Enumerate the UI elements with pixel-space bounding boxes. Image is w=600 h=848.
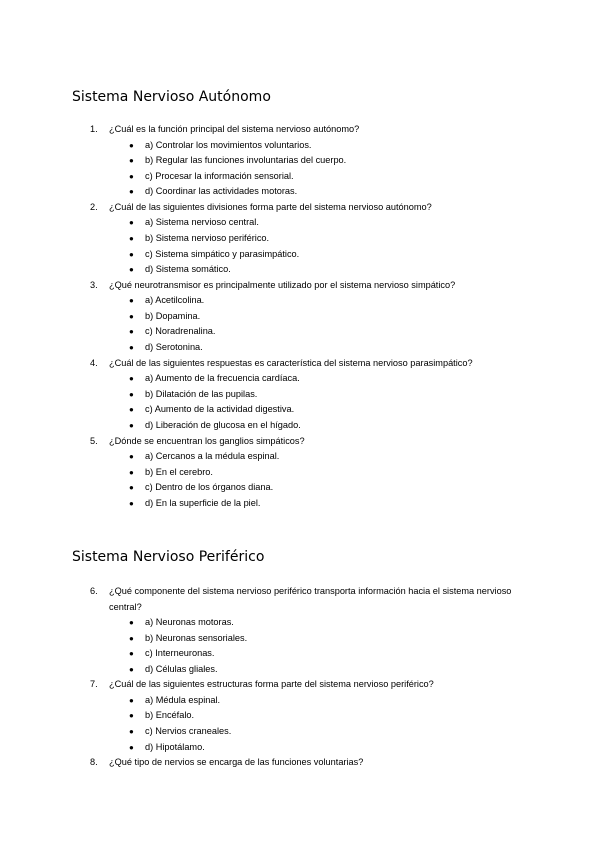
option-item (0, 387, 600, 403)
option-list (0, 293, 600, 355)
bullet-icon: ● (129, 156, 134, 166)
option-item (0, 324, 600, 340)
section-title: Sistema Nervioso Periférico (72, 549, 265, 565)
option-text: b) En el cerebro. (145, 466, 213, 477)
bullet-icon: ● (129, 727, 134, 737)
option-text: b) Encéfalo. (145, 710, 195, 721)
question-2 (0, 200, 600, 278)
bullet-icon: ● (129, 695, 134, 705)
option-list (0, 138, 600, 200)
option-item (0, 740, 600, 756)
option-item (0, 480, 600, 496)
question-text: ¿Qué componente del sistema nervioso periférico transporta información hacia el sistema nervioso central? (109, 586, 512, 612)
section-title: Sistema Nervioso Autónomo (72, 89, 271, 105)
question-8 (0, 755, 600, 771)
option-text: b) Dilatación de las pupilas. (145, 388, 258, 399)
option-item (0, 693, 600, 709)
option-text: b) Sistema nervioso periférico. (145, 232, 270, 243)
option-text: a) Cercanos a la médula espinal. (145, 451, 280, 461)
option-item (0, 449, 600, 465)
question-text: ¿Qué neurotransmisor es principalmente utilizado por el sistema nervioso simpático? (109, 279, 456, 290)
question-number: 5. (90, 435, 98, 446)
option-item (0, 215, 600, 231)
question-text: ¿Dónde se encuentran los ganglios simpáticos? (109, 435, 305, 446)
bullet-icon: ● (129, 498, 134, 508)
option-text: d) Liberación de glucosa en el hígado. (145, 419, 301, 430)
question-list (0, 122, 600, 511)
question-list (0, 584, 600, 771)
bullet-icon: ● (129, 343, 134, 353)
question-text: ¿Qué tipo de nervios se encarga de las funciones voluntarias? (109, 757, 364, 768)
bullet-icon: ● (129, 249, 134, 259)
option-text: c) Sistema simpático y parasimpático. (145, 248, 300, 259)
bullet-icon: ● (129, 187, 134, 197)
question-text: ¿Cuál de las siguientes estructuras forma parte del sistema nervioso periférico? (109, 679, 434, 690)
option-item (0, 231, 600, 247)
bullet-icon: ● (129, 389, 134, 399)
bullet-icon: ● (129, 311, 134, 321)
option-text: c) Dentro de los órganos diana. (145, 482, 274, 493)
bullet-icon: ● (129, 633, 134, 643)
bullet-icon: ● (129, 664, 134, 674)
question-1 (0, 122, 600, 200)
option-list (0, 215, 600, 277)
option-list (0, 449, 600, 511)
option-text: a) Controlar los movimientos voluntarios. (145, 139, 312, 150)
option-item (0, 662, 600, 678)
option-item (0, 371, 600, 387)
option-text: d) Serotonina. (145, 342, 203, 353)
option-text: a) Aumento de la frecuencia cardíaca. (145, 373, 300, 384)
bullet-icon: ● (129, 742, 134, 752)
option-item (0, 646, 600, 662)
option-item (0, 496, 600, 512)
bullet-icon: ● (129, 649, 134, 659)
question-6 (0, 584, 600, 677)
question-text: ¿Cuál de las siguientes divisiones forma parte del sistema nervioso autónomo? (109, 201, 432, 212)
option-text: c) Nervios craneales. (145, 726, 232, 737)
option-text: c) Aumento de la actividad digestiva. (145, 404, 295, 415)
option-list (0, 693, 600, 755)
option-text: b) Neuronas sensoriales. (145, 632, 248, 643)
bullet-icon: ● (129, 171, 134, 181)
bullet-icon: ● (129, 374, 134, 384)
bullet-icon: ● (129, 467, 134, 477)
option-item (0, 340, 600, 356)
option-text: d) Células gliales. (145, 663, 218, 674)
bullet-icon: ● (129, 218, 134, 228)
option-item (0, 418, 600, 434)
option-text: c) Interneuronas. (145, 648, 215, 659)
question-number: 7. (90, 679, 98, 690)
bullet-icon: ● (129, 420, 134, 430)
option-item (0, 309, 600, 325)
option-item (0, 138, 600, 154)
option-item (0, 293, 600, 309)
option-item (0, 169, 600, 185)
option-text: a) Médula espinal. (145, 694, 221, 705)
bullet-icon: ● (129, 265, 134, 275)
option-item (0, 402, 600, 418)
option-text: d) Hipotálamo. (145, 741, 205, 752)
question-4 (0, 356, 600, 434)
bullet-icon: ● (129, 405, 134, 415)
question-number: 6. (90, 586, 98, 596)
option-list (0, 615, 600, 677)
option-text: c) Noradrenalina. (145, 326, 216, 337)
option-text: a) Neuronas motoras. (145, 617, 234, 627)
option-item (0, 465, 600, 481)
bullet-icon: ● (129, 296, 134, 306)
option-item (0, 184, 600, 200)
option-text: a) Acetilcolina. (145, 295, 205, 306)
option-text: d) En la superficie de la piel. (145, 497, 261, 508)
option-item (0, 247, 600, 263)
option-text: d) Sistema somático. (145, 264, 231, 275)
bullet-icon: ● (129, 483, 134, 493)
option-item (0, 708, 600, 724)
option-item (0, 724, 600, 740)
bullet-icon: ● (129, 327, 134, 337)
bullet-icon: ● (129, 140, 134, 150)
option-text: a) Sistema nervioso central. (145, 217, 259, 228)
question-number: 3. (90, 279, 98, 290)
question-number: 8. (90, 757, 98, 768)
option-item (0, 631, 600, 647)
question-number: 4. (90, 357, 98, 368)
bullet-icon: ● (129, 233, 134, 243)
option-item (0, 615, 600, 631)
question-7 (0, 677, 600, 755)
question-text: ¿Cuál de las siguientes respuestas es característica del sistema nervioso parasimpático? (109, 357, 473, 368)
bullet-icon: ● (129, 711, 134, 721)
option-text: b) Dopamina. (145, 310, 201, 321)
question-number: 1. (90, 124, 98, 134)
option-text: d) Coordinar las actividades motoras. (145, 186, 298, 197)
option-text: b) Regular las funciones involuntarias del cuerpo. (145, 155, 347, 166)
option-item (0, 262, 600, 278)
option-list (0, 371, 600, 433)
question-text: ¿Cuál es la función principal del sistema nervioso autónomo? (109, 124, 360, 134)
question-5 (0, 434, 600, 512)
option-text: c) Procesar la información sensorial. (145, 170, 294, 181)
bullet-icon: ● (129, 618, 134, 627)
question-3 (0, 278, 600, 356)
option-item (0, 153, 600, 169)
question-number: 2. (90, 201, 98, 212)
bullet-icon: ● (129, 452, 134, 461)
